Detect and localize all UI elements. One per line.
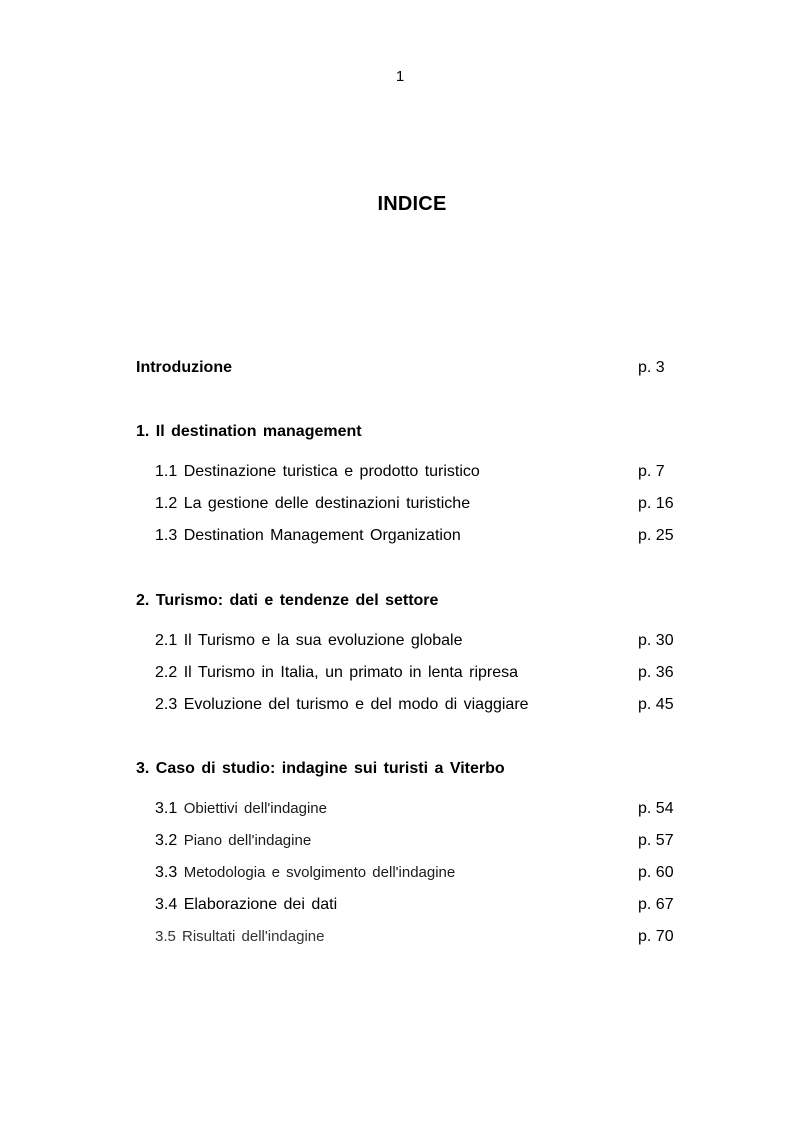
toc-entry-label: 3.4 Elaborazione dei dati bbox=[155, 896, 338, 913]
toc-entry-page: p. 30 bbox=[638, 632, 674, 649]
toc-entry-label: 2.2 Il Turismo in Italia, un primato in lenta ripresa bbox=[155, 664, 519, 681]
toc-entry-label bbox=[155, 799, 327, 819]
toc-entry-page: p. 45 bbox=[638, 696, 674, 713]
page-number: 1 bbox=[395, 68, 405, 85]
toc-entry-page: p. 25 bbox=[638, 527, 674, 544]
toc-entry-text: Metodologia e svolgimento dell'indagine bbox=[183, 864, 456, 881]
toc-entry-number: 3.2 bbox=[155, 832, 178, 849]
toc-entry-label: 1.2 La gestione delle destinazioni turistiche bbox=[155, 495, 471, 512]
toc-chapter-label: 2. Turismo: dati e tendenze del settore bbox=[136, 592, 439, 609]
toc-chapter-label: 1. Il destination management bbox=[136, 423, 362, 440]
toc-entry-number: 3.3 bbox=[155, 864, 178, 881]
toc-entry-page: p. 7 bbox=[638, 463, 665, 480]
toc-entry-label: 1.1 Destinazione turistica e prodotto turistico bbox=[155, 463, 480, 480]
toc-entry-label: 2.1 Il Turismo e la sua evoluzione globale bbox=[155, 632, 463, 649]
toc-entry-page: p. 36 bbox=[638, 664, 674, 681]
toc-entry-label: 1.3 Destination Management Organization bbox=[155, 527, 461, 544]
toc-entry-page: p. 54 bbox=[638, 800, 674, 817]
page-title: INDICE bbox=[377, 193, 447, 215]
toc-entry-page: p. 3 bbox=[638, 359, 665, 376]
toc-entry-label bbox=[155, 831, 311, 851]
toc-entry-number: 3.1 bbox=[155, 800, 178, 817]
toc-entry-page: p. 16 bbox=[638, 495, 674, 512]
toc-entry-label: 2.3 Evoluzione del turismo e del modo di viaggiare bbox=[155, 696, 529, 713]
toc-entry-text: Obiettivi dell'indagine bbox=[183, 800, 327, 817]
toc-entry-page: p. 70 bbox=[638, 928, 674, 945]
toc-chapter-label: 3. Caso di studio: indagine sui turisti a Viterbo bbox=[136, 760, 505, 777]
toc-entry-page: p. 57 bbox=[638, 832, 674, 849]
toc-entry-label: Introduzione bbox=[136, 359, 232, 376]
toc-entry-text: Piano dell'indagine bbox=[183, 832, 312, 849]
toc-entry-page: p. 67 bbox=[638, 896, 674, 913]
toc-entry-page: p. 60 bbox=[638, 864, 674, 881]
toc-entry-label: 3.5 Risultati dell'indagine bbox=[155, 928, 325, 945]
toc-entry-label bbox=[155, 863, 455, 883]
